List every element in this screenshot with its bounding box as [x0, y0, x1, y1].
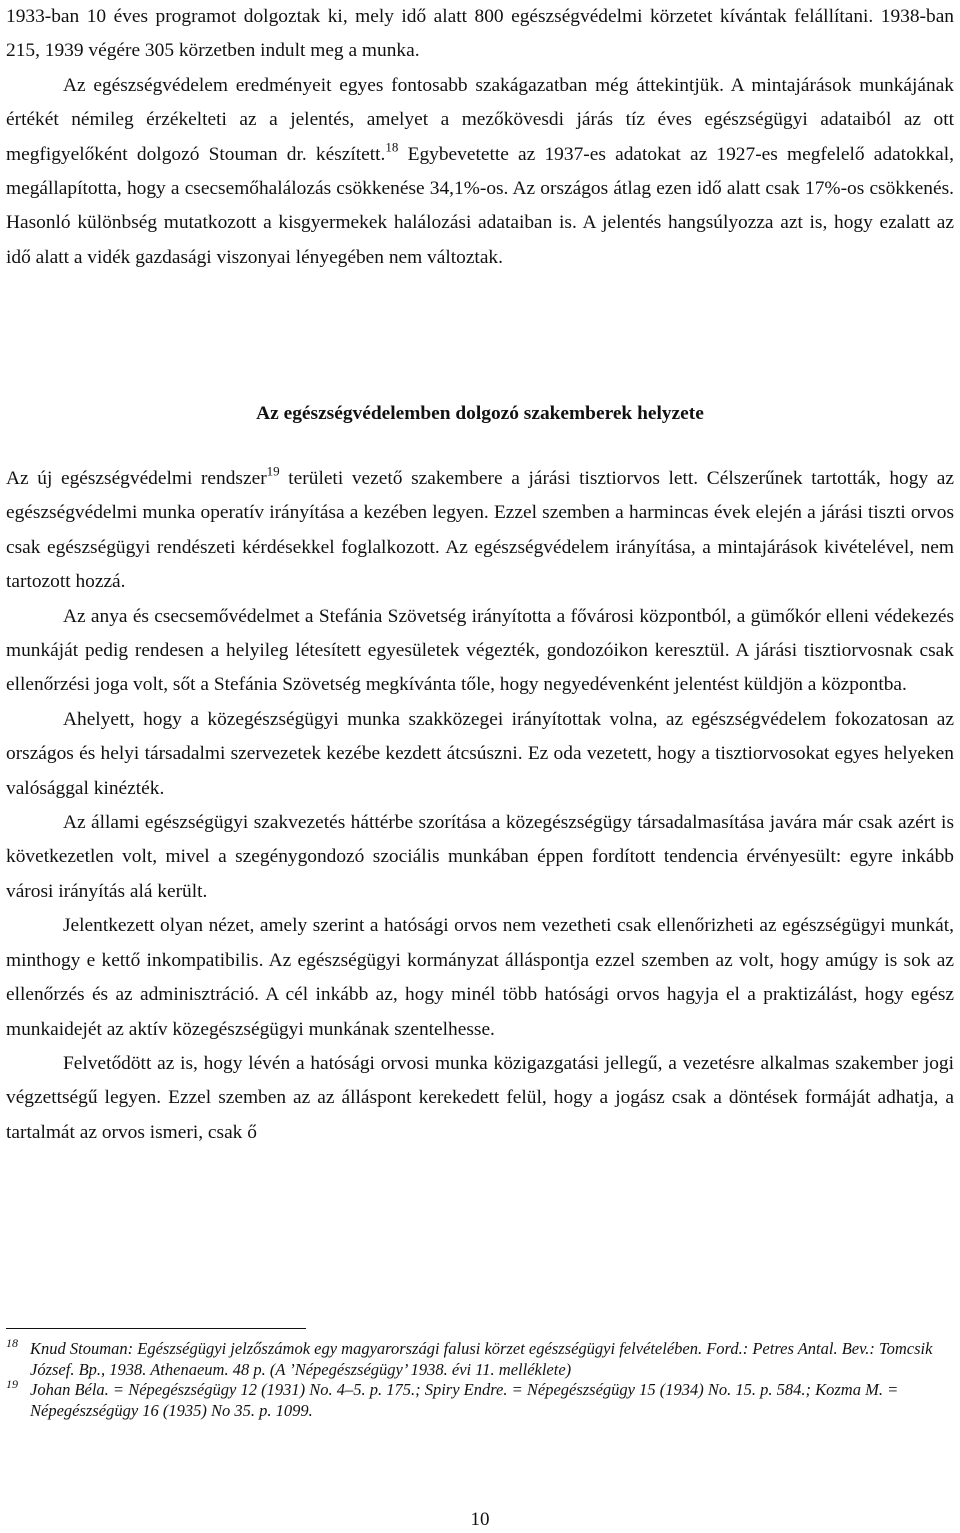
paragraph: Jelentkezett olyan nézet, amely szerint a hatósági orvos nem vezetheti csak ellenőrizheti az egészségügyi munkát, minthogy e kettő inkompatibilis. Az egészségügyi kormányzat álláspontja ezzel szemben az volt, hogy amúgy is sok az ellenőrzés és az adminisztráció. A cél inkább az, hogy minél több hatósági orvos hagyja el a praktizálást, hogy egész munkaidejét az aktív közegészségügyi munkának szentelhesse. — [6, 915, 954, 1040]
footnote-number: 19 — [6, 1377, 18, 1391]
footnote-divider — [6, 1328, 306, 1329]
footnote — [6, 1377, 954, 1421]
paragraph: Az állami egészségügyi szakvezetés háttérbe szorítása a közegészségügy társadalmasítása javára már csak azért is következetlen volt, mivel a szegénygondozó szociális munkában éppen fordított tendencia érvényesült: egyre inkább városi irányítás alá került. — [6, 812, 954, 902]
footnote-text: Johan Béla. = Népegészségügy 12 (1931) No. 4–5. p. 175.; Spiry Endre. = Népegészségügy 15 (1934) No. 15. p. 584.; Kozma M. = Népegészségügy 16 (1935) No 35. p. 1099. — [30, 1380, 899, 1420]
footnote-number: 18 — [6, 1336, 18, 1350]
page-number: 10 — [470, 1509, 490, 1530]
paragraph: Felvetődött az is, hogy lévén a hatósági orvosi munka közigazgatási jellegű, a vezetésre alkalmas szakember jogi végzettségű legyen. Ezzel szemben az az álláspont kerekedett felül, hogy a jogász csak a döntések formáját adhatja, a tartalmát az orvos ismeri, csak ő — [6, 1052, 954, 1143]
section-1-text — [6, 0, 954, 275]
paragraph: Az anya és csecsemővédelmet a Stefánia Szövetség irányította a fővárosi központból, a gümőkór elleni védekezés munkáját pedig rendesen a helyileg létesített egyesületek végezték, gondozóikon keresztül. A járási tisztiorvosnak csak ellenőrzési joga volt, sőt a Stefánia Szövetség megkívánta tőle, hogy negyedévenként jelentést küldjön a központba. — [6, 605, 954, 696]
footnote-ref-18: 18 — [385, 139, 399, 155]
footnotes — [6, 1336, 954, 1421]
footnote-text: Knud Stouman: Egészségügyi jelzőszámok egy magyarországi falusi körzet egészségügyi felvételében. Ford.: Petres Antal. Bev.: Tomcsik József. Bp., 1938. Athenaeum. 48 p. (A ’Népegészségügy’ 1938. évi 11. melléklete) — [30, 1339, 933, 1379]
footnote-ref-19: 19 — [266, 463, 280, 479]
paragraph: Ahelyett, hogy a közegészségügyi munka szakközegei irányítottak volna, az egészségvédelem fokozatosan az országos és helyi társadalmi szervezetek kezébe kezdett átcsúszni. Ez oda vezetett, hogy a tisztiorvosokat egyes helyeken valósággal kinézték. — [6, 708, 954, 799]
paragraph: 1933-ban 10 éves programot dolgoztak ki, mely idő alatt 800 egészségvédelmi körzetet kívántak felállítani. 1938-ban 215, 1939 végére 305 körzetben indult meg a munka. — [6, 6, 954, 62]
section-2-text — [6, 462, 954, 1150]
footnote — [6, 1336, 954, 1380]
paragraph: Az egészségvédelem eredményeit egyes fontosabb szakágazatban még áttekintjük. A mintajárások munkájának értékét némileg érzékelteti az a jelentés, amelyet a mezőkövesdi járás tíz éves egészségügyi adataiból az ott megfigyelőként dolgozó Stouman dr. készített.$^{18}$ Egybevetette az 1937-es adatokat az 1927-es megfelelő adatokkal, megállapította, hogy a csecsemőhalálozás csökkenése 34,1%-os. Az országos átlag ezen idő alatt csak 17%-os csökkenés. Hasonló különbség mutatkozott a kisgyermekek halálozási adataiban is. A jelentés hangsúlyozza azt is, hogy ezalatt az idő alatt a vidék gazdasági viszonyai lényegében nem változtak. — [6, 74, 955, 268]
section-heading: Az egészségvédelemben dolgozó szakemberek helyzete — [256, 403, 704, 424]
paragraph: Az új egészségvédelmi rendszer$^{19}$ területi vezető szakembere a járási tisztiorvos lett. Célszerűnek tartották, hogy az egészségvédelmi munka operatív irányítása a kezében legyen. Ezzel szemben a harmincas évek elején a járási tiszti orvos csak egészségügyi rendészeti kérdésekkel foglalkozott. Az egészségvédelem irányítása, a mintajárások kivételével, nem tartozott hozzá. — [6, 463, 954, 593]
